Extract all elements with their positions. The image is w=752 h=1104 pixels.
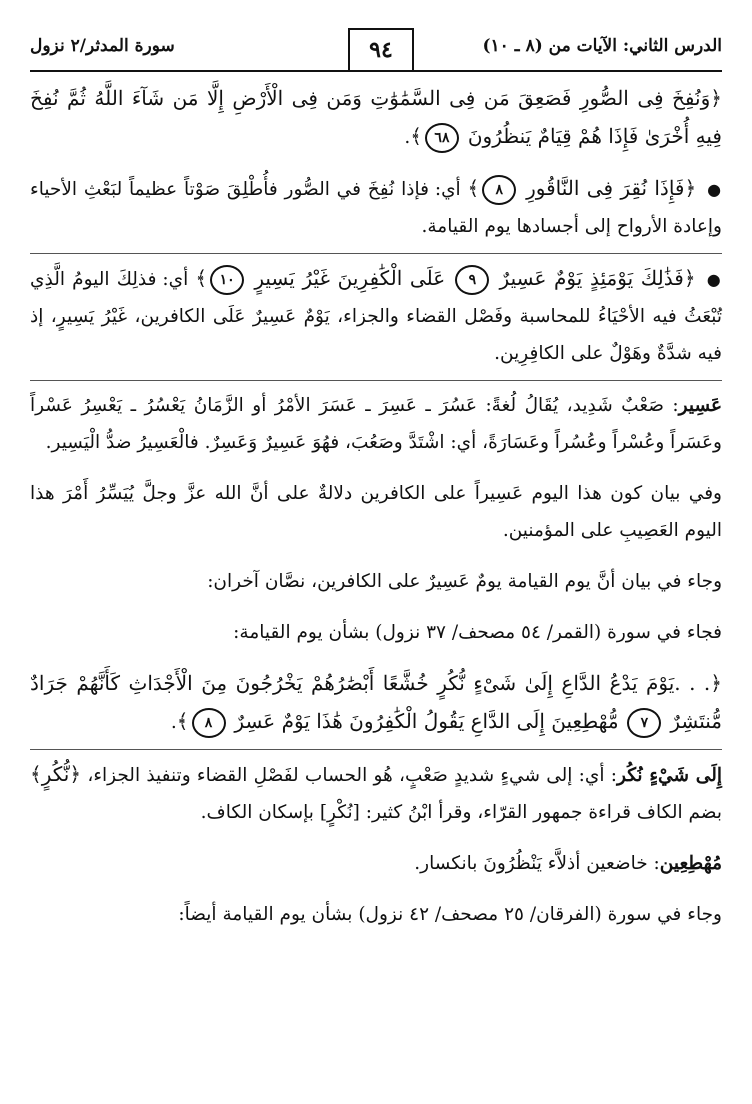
source-text: فجاء في سورة (القمر/ ٥٤ مصحف/ ٣٧ نزول) بشأن يوم القيامة: (233, 622, 722, 643)
divider (30, 380, 722, 381)
bullet-paragraph-naqur (30, 170, 722, 245)
defined-term: مُهْطِعِين (659, 853, 722, 874)
surah-title: سورة المدثر/٢ نزول (30, 36, 175, 56)
commentary-paragraph (30, 475, 722, 549)
quran-verse: . . .يَوْمَ يَدْعُ الدَّاعِ إِلَىٰ شَىْءٍ نُّكُرٍ خُشَّعًا أَبْصَٰرُهُمْ يَخْرُجُونَ مِنَ الْأَجْدَاثِ كَأَنَّهُمْ جَرَادٌ مُّنتَشِرٌ (30, 671, 722, 733)
quran-open-bracket: ﴿ (684, 176, 697, 200)
ayah-number-icon: ٨ (192, 708, 226, 738)
source-paragraph-furqan (30, 896, 722, 933)
quran-word: نُّكُرٍ (41, 762, 70, 786)
bullet-icon: ● (707, 180, 723, 199)
quran-verse: وَنُفِخَ فِى الصُّورِ فَصَعِقَ مَن فِى السَّمَٰوَٰتِ وَمَن فِى الْأَرْضِ إِلَّا مَن شَآءَ اللَّهُ ثُمَّ نُفِخَ فِيهِ أُخْرَىٰ فَإِذَا هُمْ قِيَامٌ يَنظُرُونَ (30, 86, 722, 148)
page-number: ٩٤ (348, 28, 414, 70)
source-paragraph-qamar (30, 614, 722, 651)
definition-paragraph-muhtiin (30, 845, 722, 882)
quran-close-bracket: ﴾ (176, 709, 189, 733)
explanation-text: أي: فذلِكَ اليومُ الَّذِي تُبْعَثُ فيه الأحْيَاءُ للمحاسبة وفَصْل القضاء والجزاء، يَوْمٌ عَسِيرٌ عَلَى الكافرين، غَيْرُ يَسِيرٍ، إذ فيه شدَّةٌ وهَوْلٌ على الكافِرِين. (30, 269, 722, 364)
page-body (30, 80, 722, 933)
quran-open-bracket: ﴿ (683, 266, 696, 290)
page-header (30, 28, 722, 72)
definition-text: : خاضعين أذلاَّء يَنْظُرُونَ بانكسار. (414, 853, 660, 874)
ayah-number-icon: ٧ (627, 708, 661, 738)
lesson-title: الدرس الثاني: الآيات من (٨ ـ ١٠) (482, 36, 722, 56)
intro-paragraph (30, 563, 722, 600)
definition-text: بضم الكاف قراءة جمهور القرّاء، وقرأ ابْنُ كثير: [نُكْرٍ] بإسكان الكاف. (200, 802, 722, 823)
divider (30, 253, 722, 254)
definition-paragraph-nukur (30, 756, 722, 831)
ayah-number-icon: ٨ (482, 175, 516, 205)
verse-paragraph-qamar: ﴿. . .يَوْمَ يَدْعُ الدَّاعِ إِلَىٰ شَىْءٍ نُّكُرٍ خُشَّعًا أَبْصَٰرُهُمْ يَخْرُجُونَ مِنَ الْأَجْدَاثِ كَأَنَّهُمْ جَرَادٌ مُّنتَشِرٌ ٧ مُّهْطِعِينَ إِلَى الدَّاعِ يَقُولُ الْكَٰفِرُونَ هَٰذَا يَوْمٌ عَسِرٌ ٨﴾. (30, 665, 722, 741)
explanation-text: أي: فإذا نُفِخَ في الصُّور فأُطْلِقَ صَوْتاً عظيماً لبَعْثِ الأحياء وإعادة الأرواح إلى أجسادها يوم القيامة. (30, 179, 722, 237)
verse-paragraph-68: ﴿وَنُفِخَ فِى الصُّورِ فَصَعِقَ مَن فِى السَّمَٰوَٰتِ وَمَن فِى الْأَرْضِ إِلَّا مَن شَآءَ اللَّهُ ثُمَّ نُفِخَ فِيهِ أُخْرَىٰ فَإِذَا هُمْ قِيَامٌ يَنظُرُونَ ٦٨﴾. (30, 80, 722, 156)
quran-verse: فَذَٰلِكَ يَوْمَئِذٍ يَوْمٌ عَسِيرٌ (499, 266, 684, 290)
bullet-paragraph-asir (30, 260, 722, 372)
source-text: وجاء في سورة (الفرقان/ ٢٥ مصحف/ ٤٢ نزول) بشأن يوم القيامة أيضاً: (178, 904, 722, 925)
ayah-number-icon: ٩ (455, 265, 489, 295)
quran-open-bracket: ﴿ (69, 762, 82, 786)
quran-verse: مُّهْطِعِينَ إِلَى الدَّاعِ يَقُولُ الْكَٰفِرُونَ هَٰذَا يَوْمٌ عَسِرٌ (234, 709, 619, 733)
quran-close-bracket: ﴾ (195, 266, 208, 290)
bullet-icon: ● (706, 270, 722, 289)
ayah-number-icon: ٦٨ (425, 123, 459, 153)
ayah-number-icon: ١٠ (210, 265, 244, 295)
quran-verse: فَإِذَا نُقِرَ فِى النَّاقُورِ (526, 176, 685, 200)
definition-paragraph-asir (30, 387, 722, 461)
defined-term: عَسِير (678, 395, 722, 416)
definition-text: : صَعْبٌ شَدِيد، يُقَالُ لُغةً: عَسُرَ ـ عَسِرَ ـ عَسَرَ الأمْرُ أو الزَّمَانُ يَعْسُرُ ـ يَعْسِرُ عَسْراً وعَسَراً وعُسْراً وعُسُراً وعَسَارَةً، أي: اشْتَدَّ وصَعُبَ، فهُوَ عَسِيرٌ وَعَسِرٌ. فالْعَسِيرُ ضدُّ الْيَسِير. (30, 395, 722, 453)
quran-open-bracket: ﴿ (710, 671, 722, 695)
quran-close-bracket: ﴾ (410, 124, 422, 148)
quran-verse: عَلَى الْكَٰفِرِينَ غَيْرُ يَسِيرٍ (254, 266, 446, 290)
quran-close-bracket: ﴾ (30, 762, 42, 786)
definition-text: : أي: إلى شيءٍ شديدٍ صَعْبٍ، هُو الحساب لفَصْلِ القضاء وتنفيذ الجزاء، (87, 765, 617, 786)
quran-open-bracket: ﴿ (710, 86, 722, 110)
commentary-text: وفي بيان كون هذا اليوم عَسِيراً على الكافرين دلالةٌ على أنَّ الله عزَّ وجلَّ يُيَسِّرُ أَمْرَ هذا اليوم العَصِيبِ على المؤمنين. (30, 483, 722, 541)
divider (30, 749, 722, 750)
defined-term: إِلَى شَيْءٍ نُكُر (616, 765, 722, 786)
quran-close-bracket: ﴾ (467, 176, 480, 200)
intro-text: وجاء في بيان أنَّ يوم القيامة يومٌ عَسِيرٌ على الكافرين، نصَّان آخران: (207, 571, 722, 592)
